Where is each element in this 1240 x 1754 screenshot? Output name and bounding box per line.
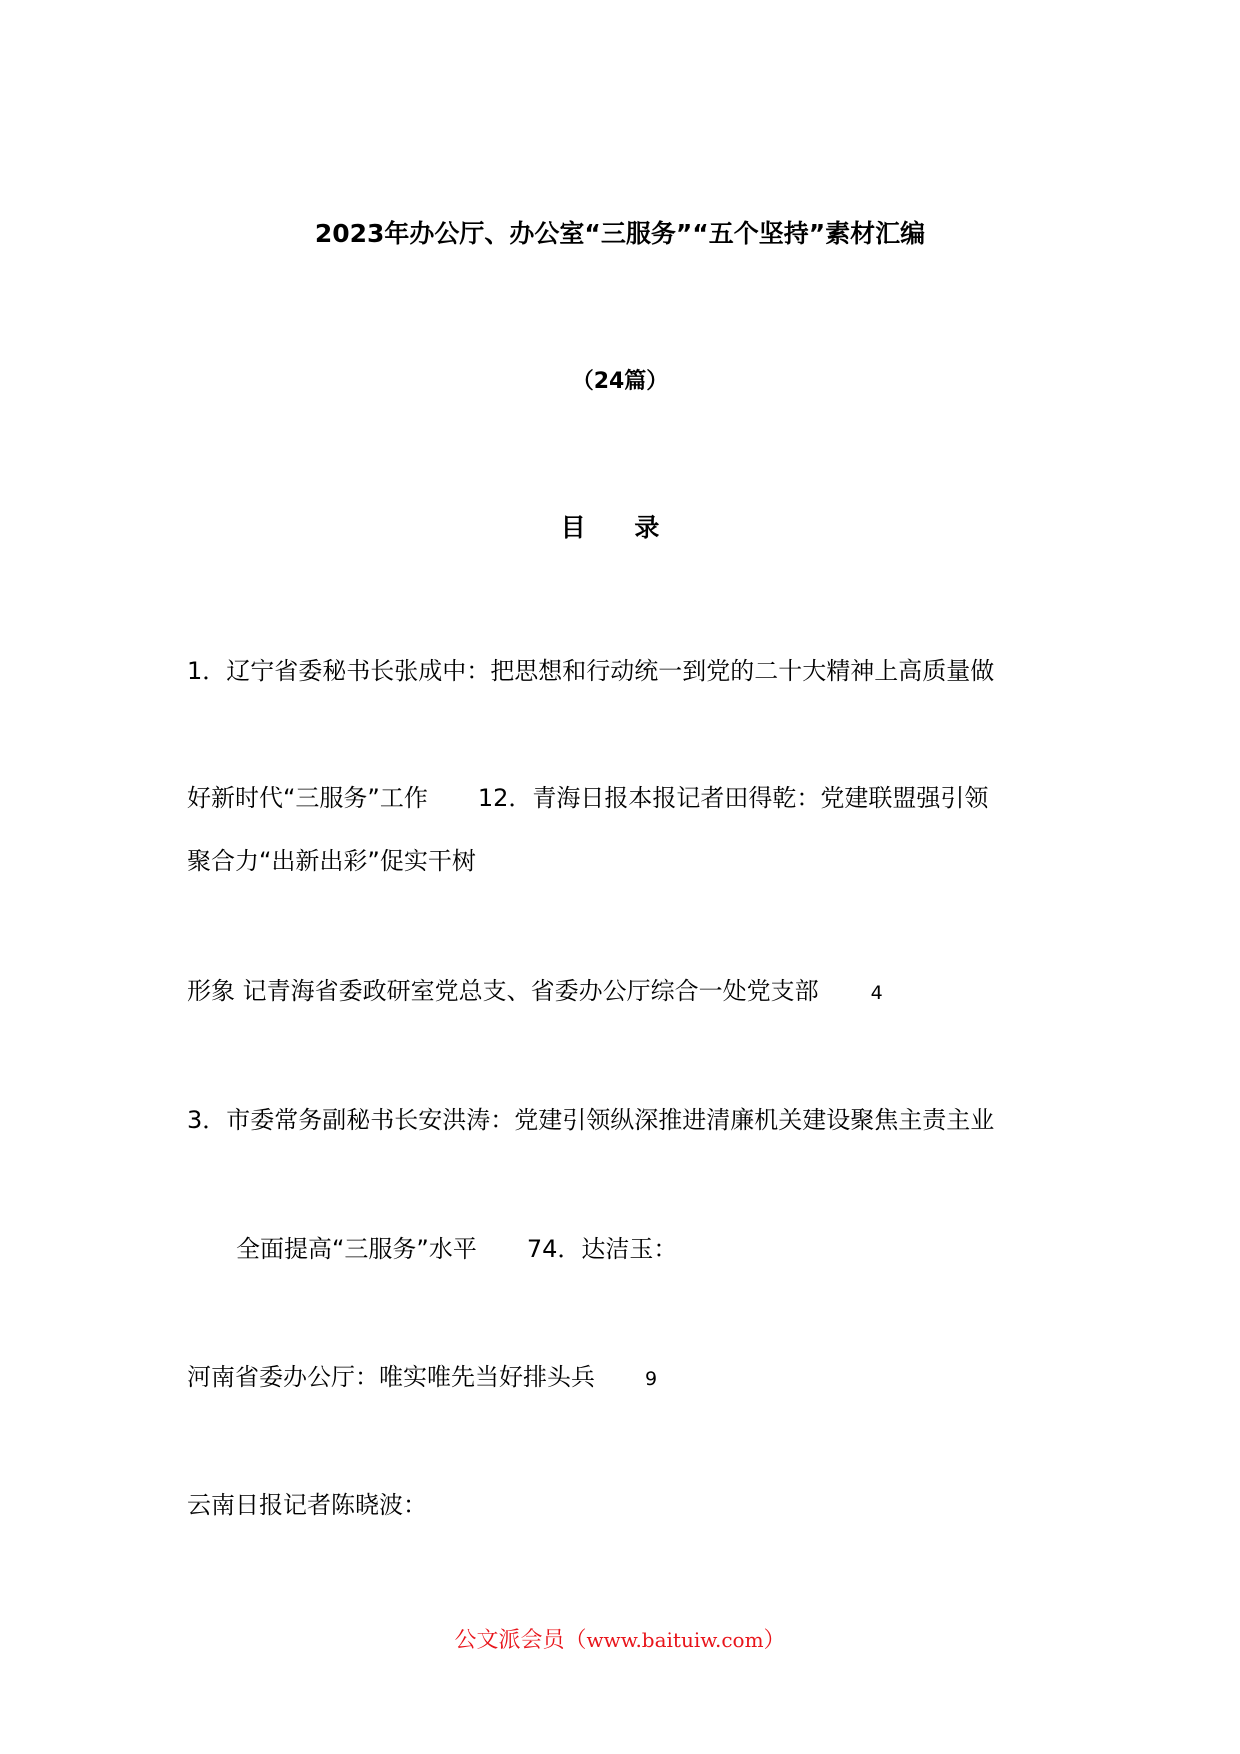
toc-entry-text: 全面提高“三服务”水平	[236, 1235, 477, 1263]
toc-entry-4-start: 74．达洁玉：	[526, 1235, 678, 1263]
footer-close: ）	[763, 1628, 786, 1653]
toc-entry-4-continued[interactable]	[187, 1362, 657, 1394]
toc-entry-5[interactable]	[187, 1490, 427, 1520]
toc-entry-1-continued[interactable]	[187, 783, 988, 813]
page-number: 9	[645, 1368, 658, 1390]
footer-brand: 公文派会员（	[454, 1628, 587, 1653]
footer-watermark[interactable]	[0, 1623, 1240, 1654]
toc-entry-text: 聚合力“出新出彩”促实干树	[187, 847, 476, 875]
toc-entry-text: 河南省委办公厅：唯实唯先当好排头兵	[187, 1363, 595, 1391]
toc-entry-text: 1．辽宁省委秘书长张成中：把思想和行动统一到党的二十大精神上高质量做	[187, 657, 995, 685]
toc-entry-text: 3．市委常务副秘书长安洪涛：党建引领纵深推进清廉机关建设聚焦主责主业	[187, 1106, 995, 1134]
toc-entry-2-start: 12．青海日报本报记者田得乾：党建联盟强引领	[477, 784, 989, 812]
toc-entry-text: 云南日报记者陈晓波：	[187, 1491, 427, 1519]
toc-entry-text: 好新时代“三服务”工作	[187, 784, 428, 812]
toc-entry-2-continued[interactable]	[187, 846, 476, 876]
footer-url[interactable]: www.baituiw.com	[586, 1628, 764, 1652]
toc-entry-3-continued[interactable]	[236, 1234, 677, 1264]
toc-entry-2-continued[interactable]	[187, 976, 883, 1008]
page-number: 4	[870, 982, 883, 1004]
document-subtitle: （24篇）	[571, 369, 669, 394]
toc-entry-text: 形象 记青海省委政研室党总支、省委办公厅综合一处党支部	[187, 977, 819, 1005]
toc-entry-3[interactable]	[187, 1105, 994, 1135]
document-title: 2023年办公厅、办公室“三服务”“五个坚持”素材汇编	[314, 219, 926, 248]
toc-heading: 目 录	[560, 513, 680, 542]
toc-entry-1[interactable]	[187, 656, 994, 686]
